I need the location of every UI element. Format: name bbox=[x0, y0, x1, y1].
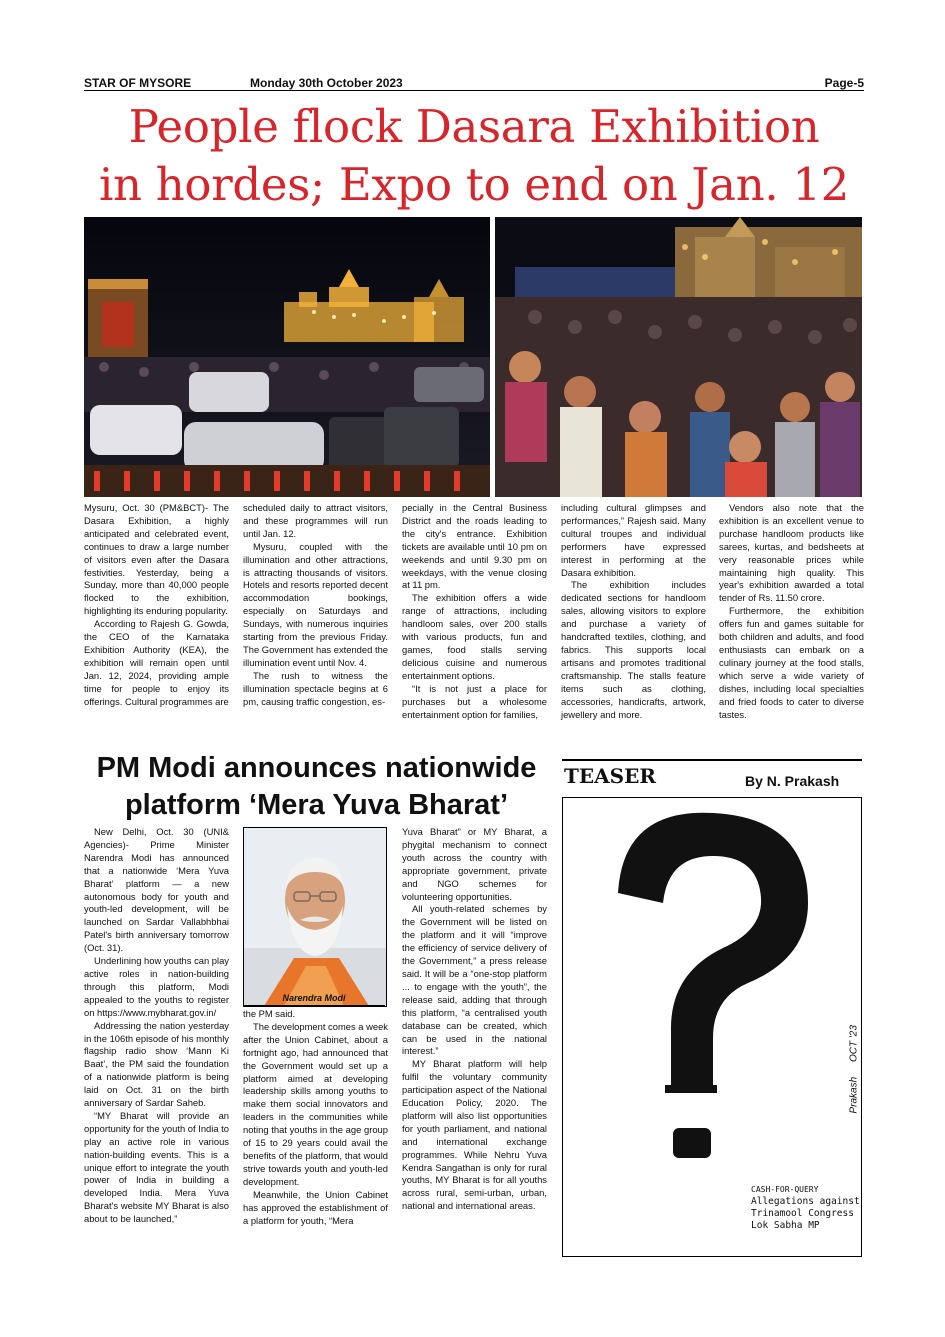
cartoon-caption-line: Allegations against bbox=[751, 1196, 860, 1207]
masthead bbox=[84, 74, 864, 91]
paragraph: including cultural glimpses and performances,” Rajesh said. Many cultural troupes and individual performers have expressed interest in performing at the Dasara exhibition. bbox=[561, 502, 706, 578]
cartoon-caption-line: Trinamool Congress bbox=[751, 1208, 854, 1219]
cartoon-caption bbox=[751, 1184, 861, 1232]
main-story-column-5 bbox=[719, 502, 864, 721]
cartoon-caption-line: Lok Sabha MP bbox=[751, 1220, 820, 1231]
paragraph: Yuva Bharat” or MY Bharat, a phygital mechanism to connect youth across the country with appropriate government, private and NGO schemes for volunteering opportunities. bbox=[402, 826, 547, 902]
paragraph: The rush to witness the illumination spectacle begins at 6 pm, causing traffic congestion, es- bbox=[243, 669, 388, 707]
paragraph: scheduled daily to attract visitors, and these programmes will run until Jan. 12. bbox=[243, 502, 388, 539]
paragraph: pecially in the Central Business District and the roads leading to the city's entrance. Exhibition tickets are available until 10 pm on weekends and until 9.30 pm on weekdays, with the venue closing at 11 pm. bbox=[402, 502, 547, 591]
paragraph: Addressing the nation yesterday in the 106th episode of his monthly flagship radio show ‘Mann Ki Baat’, the PM said the foundation of a nationwide platform is being laid on Oct. 31 on the birth anniversary of Sardar Saheb. bbox=[84, 1019, 229, 1109]
cartoon-caption-line: CASH-FOR-QUERY bbox=[751, 1185, 819, 1194]
main-story-column-3 bbox=[402, 502, 547, 721]
caption-rule bbox=[243, 1005, 385, 1006]
paragraph: According to Rajesh G. Gowda, the CEO of the Karnataka Exhibition Authority (KEA), the exhibition will remain open until Jan. 12, 2024, providing ample time for people to enjoy its offerings. Cultural programmes are bbox=[84, 618, 229, 707]
paragraph: New Delhi, Oct. 30 (UNI& Agencies)- Prime Minister Narendra Modi has announced that a nationwide ‘Mera Yuva Bharat’ platform — a new autonomous body for youth and youth-led development, will be launched on Sardar Vallabhbhai Patel's birth anniversary tomorrow (Oct. 31). bbox=[84, 826, 229, 954]
second-story-column-3 bbox=[402, 826, 547, 1213]
paragraph: Underlining how youths can play active roles in nation-building through this platform, Modi appealed to the youths to register on https://www.mybharat.gov.in/ bbox=[84, 955, 229, 1018]
main-story-column-4 bbox=[561, 502, 706, 721]
portrait-photo bbox=[243, 827, 387, 1007]
publication-name: STAR OF MYSORE bbox=[84, 76, 192, 90]
main-story-column-2 bbox=[243, 502, 388, 709]
paragraph: Furthermore, the exhibition offers fun and games suitable for both children and adults, and food enthusiasts can embark on a culinary journey at the food stalls, which serve a wide variety of dishes, including local specialties and fried foods to cater to diverse tastes. bbox=[719, 605, 864, 720]
cartoon-panel bbox=[562, 797, 862, 1257]
paragraph: “It is not just a place for purchases but a wholesome entertainment option for families, bbox=[402, 682, 547, 720]
issue-date: Monday 30th October 2023 bbox=[250, 76, 403, 90]
cartoon-date-mark: OCT '23 bbox=[848, 1025, 860, 1063]
paragraph: The exhibition offers a wide range of attractions, including handloom sales, over 200 stalls with various products, fun and games, food stalls serving delicious cuisine and numerous entertainment options. bbox=[402, 592, 547, 681]
main-headline-line1: People flock Dasara Exhibition bbox=[128, 100, 820, 153]
cartoonist-signature: Prakash bbox=[848, 1076, 860, 1114]
paragraph: Meanwhile, the Union Cabinet has approved the establishment of a platform for youth, “Mera bbox=[243, 1188, 388, 1226]
page-number: Page-5 bbox=[824, 76, 864, 90]
main-headline-line2: in hordes; Expo to end on Jan. 12 bbox=[98, 158, 850, 211]
second-story-column-1 bbox=[84, 826, 229, 1226]
cartoon-byline: By N. Prakash bbox=[745, 773, 840, 789]
night-crowd-traffic-photo bbox=[84, 217, 490, 497]
paragraph: The development comes a week after the Union Cabinet, about a fortnight ago, had announced that the Government would set up a platform aimed at developing leadership skills among youths to make them social innovators and leaders in the communities while noting that youths in the age group of 15 to 29 years could avail the benefits of the platform, that would strive towards youth and youth-led development. bbox=[243, 1020, 388, 1187]
paragraph: The exhibition includes dedicated sections for handloom sales, allowing visitors to explore and purchase a variety of handcrafted textiles, clothing, and fabrics. This supports local artisans and promotes traditional craftsmanship. The stalls feature items such as clothing, accessories, handicrafts, artwork, jewellery and more. bbox=[561, 579, 706, 720]
paragraph: the PM said. bbox=[243, 1008, 296, 1019]
second-headline-line1: PM Modi announces nationwide bbox=[96, 752, 537, 784]
paragraph: Vendors also note that the exhibition is an excellent venue to purchase handloom products like sarees, kurtas, and bedsheets at very reasonable prices while maintaining high quality. This year's exhibition awarded a total tender of Rs. 11.50 crore. bbox=[719, 502, 864, 604]
paragraph: Mysuru, Oct. 30 (PM&BCT)- The Dasara Exhibition, a highly anticipated and celebrated event, continues to draw a large number of visitors even after the Dasara festivities. Yesterday, being a Sunday, more than 40,000 people flocked to the exhibition, highlighting its enduring popularity. bbox=[84, 502, 229, 617]
second-headline-line2: platform ‘Mera Yuva Bharat’ bbox=[124, 789, 509, 821]
second-story-column-2 bbox=[243, 1008, 388, 1227]
portrait-caption: Narendra Modi bbox=[282, 993, 346, 1003]
paragraph: All youth-related schemes by the Government will be listed on the platform and it will “improve the efficiency of service delivery of the Government,” a press release said. It will be a “one-stop platform ... to engage with the youth”, the release said, adding that through this platform, “a centralised youth database can be created, which can be used in the national interest.” bbox=[402, 903, 547, 1057]
exhibition-crowd-photo bbox=[495, 217, 862, 497]
paragraph: Mysuru, coupled with the illumination and other attractions, is attracting thousands of visitors. Hotels and resorts reported decent accommodation bookings, especially on Saturdays and Sundays, with numerous inquiries starting from the previous Friday. The Government has extended the illumination event until Nov. 4. bbox=[243, 540, 388, 668]
main-story-column-1 bbox=[84, 502, 229, 709]
teaser-title: TEASER bbox=[564, 764, 656, 788]
teaser-top-rule bbox=[562, 759, 862, 761]
paragraph: MY Bharat platform will help fulfil the voluntary community participation aspect of the National Education Policy, 2020. The platform will also list opportunities for youth parliament, and national and international exchange programmes. While Nehru Yuva Kendra Sangathan is only for rural youths, MY Bharat is for all youths across rural, semi-urban, urban, national and international areas. bbox=[402, 1058, 547, 1212]
paragraph: “MY Bharat will provide an opportunity for the youth of India to play an active role in various nation-building events. This is a unique effort to integrate the youth power of India in building a developed India. Mera Yuva Bharat's website MY Bharat is also about to be launched,” bbox=[84, 1109, 229, 1225]
